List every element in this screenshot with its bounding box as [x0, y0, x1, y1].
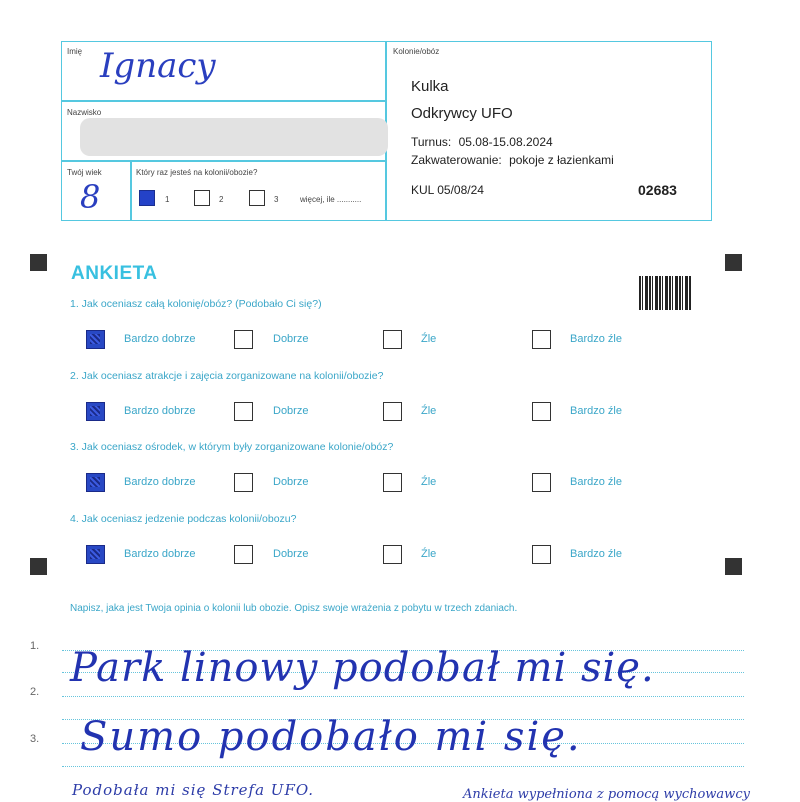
- times-option-2: 2: [219, 195, 224, 204]
- rating-checkbox[interactable]: [86, 330, 105, 349]
- handwritten-sentence-1: Park linowy podobał mi się.: [70, 645, 655, 691]
- rating-checkbox[interactable]: [532, 473, 551, 492]
- rating-checkbox[interactable]: [234, 402, 253, 421]
- registration-marker-top-left: [30, 254, 47, 271]
- rating-option-label: Źle: [421, 405, 437, 417]
- times-option-3: 3: [274, 195, 279, 204]
- name-label: Imię: [67, 47, 83, 56]
- rating-option-label: Bardzo źle: [570, 333, 622, 345]
- handwritten-footer-note: Ankieta wypełniona z pomocą wychowawcy: [463, 787, 750, 802]
- rating-checkbox[interactable]: [234, 545, 253, 564]
- line-number-3: 3.: [30, 733, 40, 745]
- handwritten-sentence-2: Sumo podobało mi się.: [80, 714, 582, 760]
- times-option-1: 1: [165, 195, 170, 204]
- turnus-row: [411, 135, 553, 149]
- form-number: 02683: [638, 182, 677, 198]
- rating-checkbox[interactable]: [86, 545, 105, 564]
- rating-option-label: Źle: [421, 548, 437, 560]
- registration-marker-top-right: [725, 254, 742, 271]
- times-checkbox-2[interactable]: [194, 190, 210, 206]
- times-more: więcej, ile ...........: [300, 195, 362, 204]
- question-text: 4. Jak oceniasz jedzenie podczas kolonii/obozu?: [70, 513, 297, 525]
- barcode: [639, 276, 692, 310]
- line-number-2: 2.: [30, 686, 40, 698]
- rating-option-label: Dobrze: [273, 548, 309, 560]
- rating-checkbox[interactable]: [86, 402, 105, 421]
- rating-checkbox[interactable]: [532, 545, 551, 564]
- times-checkbox-1[interactable]: [139, 190, 155, 206]
- rating-checkbox[interactable]: [532, 330, 551, 349]
- camp-code: KUL 05/08/24: [411, 183, 484, 197]
- question-text: 3. Jak oceniasz ośrodek, w którym były zorganizowane kolonie/obóz?: [70, 441, 394, 453]
- question-text: 1. Jak oceniasz całą kolonię/obóz? (Podobało Ci się?): [70, 298, 322, 310]
- camp-name: Kulka: [411, 78, 449, 95]
- line-number-1: 1.: [30, 640, 40, 652]
- rating-option-label: Bardzo źle: [570, 476, 622, 488]
- name-value[interactable]: Ignacy: [100, 46, 216, 86]
- rating-option-label: Dobrze: [273, 476, 309, 488]
- rating-checkbox[interactable]: [532, 402, 551, 421]
- rating-checkbox[interactable]: [383, 473, 402, 492]
- times-checkbox-3[interactable]: [249, 190, 265, 206]
- writing-line: [62, 696, 744, 697]
- rating-option-label: Bardzo źle: [570, 405, 622, 417]
- rating-option-label: Dobrze: [273, 405, 309, 417]
- rating-checkbox[interactable]: [86, 473, 105, 492]
- opinion-prompt: Napisz, jaka jest Twoja opinia o kolonii lub obozie. Opisz swoje wrażenia z pobytu w trzech zdaniach.: [70, 603, 518, 614]
- question-text: 2. Jak oceniasz atrakcje i zajęcia zorganizowane na kolonii/obozie?: [70, 370, 384, 382]
- rating-option-label: Bardzo dobrze: [124, 548, 196, 560]
- redaction-bar: [80, 118, 388, 156]
- rating-option-label: Źle: [421, 333, 437, 345]
- rating-option-label: Źle: [421, 476, 437, 488]
- rating-checkbox[interactable]: [383, 545, 402, 564]
- rating-option-label: Bardzo dobrze: [124, 405, 196, 417]
- housing-value: pokoje z łazienkami: [509, 153, 614, 167]
- rating-checkbox[interactable]: [383, 402, 402, 421]
- surname-label: Nazwisko: [67, 108, 102, 117]
- age-label: Twój wiek: [67, 168, 102, 177]
- rating-option-label: Bardzo dobrze: [124, 476, 196, 488]
- turnus-value: 05.08-15.08.2024: [458, 135, 553, 149]
- camp-label: Kolonie/obóz: [393, 47, 440, 56]
- registration-marker-bottom-right: [725, 558, 742, 575]
- rating-option-label: Dobrze: [273, 333, 309, 345]
- camp-program: Odkrywcy UFO: [411, 105, 513, 122]
- age-divider: [130, 160, 132, 221]
- handwritten-sentence-3: Podobała mi się Strefa UFO.: [72, 781, 315, 799]
- registration-marker-bottom-left: [30, 558, 47, 575]
- times-label: Który raz jesteś na kolonii/obozie?: [136, 168, 258, 177]
- housing-label: Zakwaterowanie:: [411, 153, 502, 167]
- survey-title: ANKIETA: [71, 263, 158, 284]
- turnus-label: Turnus:: [411, 135, 452, 149]
- rating-checkbox[interactable]: [383, 330, 402, 349]
- rating-option-label: Bardzo źle: [570, 548, 622, 560]
- rating-checkbox[interactable]: [234, 473, 253, 492]
- rating-checkbox[interactable]: [234, 330, 253, 349]
- name-divider: [61, 100, 386, 102]
- housing-row: [411, 153, 614, 167]
- age-value[interactable]: 8: [80, 178, 101, 216]
- writing-line: [62, 766, 744, 767]
- surname-divider: [61, 160, 386, 162]
- rating-option-label: Bardzo dobrze: [124, 333, 196, 345]
